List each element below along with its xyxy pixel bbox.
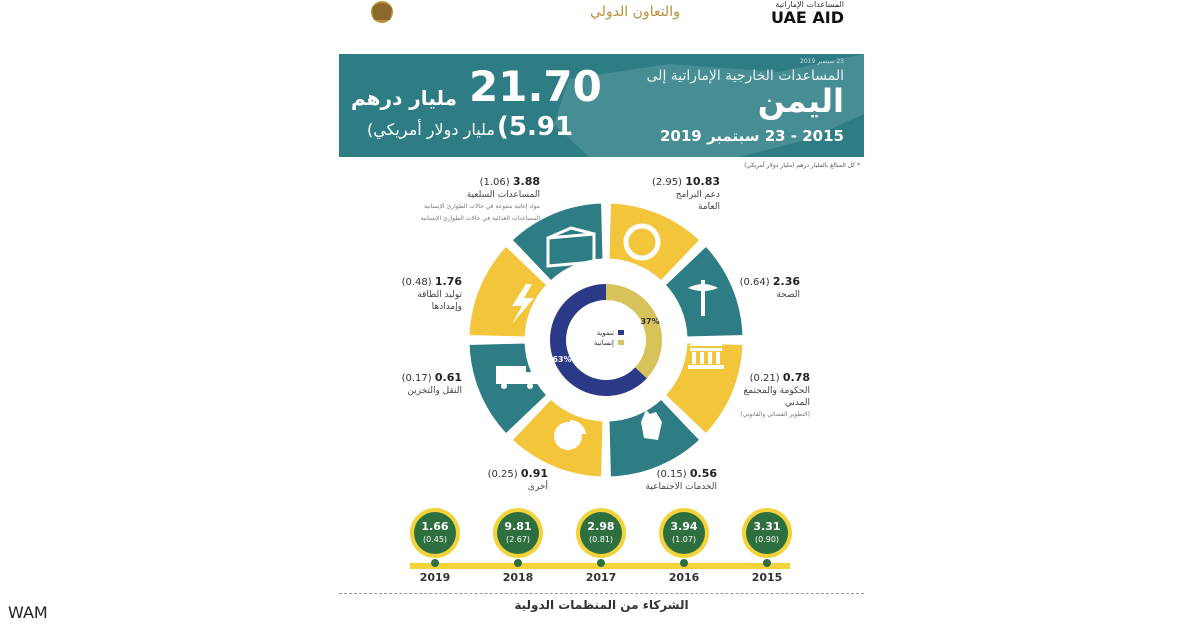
- partners-divider: [339, 593, 864, 594]
- category-value: 2.36: [772, 275, 800, 288]
- timeline-item-2019: [405, 505, 465, 585]
- category-label: الصحة: [776, 290, 800, 300]
- timeline-dot: [763, 559, 771, 567]
- category-usd: (1.06): [479, 177, 510, 188]
- year-value: 1.66: [421, 520, 449, 533]
- legend-swatch-humanitarian: [618, 340, 624, 345]
- category-note: مواد إغاثية متنوعة في حالات الطوارئ الإنسانية: [423, 203, 540, 210]
- category-social: [600, 468, 717, 493]
- yearly-timeline: [395, 505, 815, 585]
- category-note: (التطوير القضائي والقانوني): [740, 411, 810, 418]
- ministry-text: والتعاون الدولي: [590, 4, 680, 20]
- sector-wheel: [466, 200, 746, 480]
- category-label: الخدمات الاجتماعية: [645, 482, 717, 492]
- header-banner: [339, 54, 864, 157]
- category-label: أخرى: [527, 482, 548, 492]
- year-usd: (2.67): [505, 535, 531, 544]
- timeline-dot: [431, 559, 439, 567]
- amount-aed-unit: مليار درهم: [351, 86, 458, 110]
- year-badge: [580, 512, 622, 554]
- timeline-dot: [597, 559, 605, 567]
- banner-title: المساعدات الخارجية الإماراتية إلى: [646, 68, 844, 84]
- category-usd: (0.21): [749, 373, 780, 384]
- banner-period: 2015 - 23 سبتمبر 2019: [660, 127, 844, 145]
- category-value: 10.83: [685, 175, 720, 188]
- year-label: 2016: [668, 571, 700, 584]
- category-programs: [600, 176, 720, 213]
- category-usd: (0.25): [487, 469, 518, 480]
- timeline-dot: [514, 559, 522, 567]
- category-usd: (0.17): [401, 373, 432, 384]
- category-label: المساعدات السلعية: [466, 190, 540, 200]
- legend-label-humanitarian: إنسانية: [593, 339, 614, 347]
- category-label: النقل والتخزين: [407, 386, 462, 396]
- category-usd: (0.48): [401, 277, 432, 288]
- partners-title: الشركاء من المنظمات الدولية: [514, 598, 689, 612]
- category-value: 1.76: [434, 275, 462, 288]
- year-usd: (0.45): [422, 535, 448, 544]
- amounts-note: * كل المبالغ بالمليار درهم (مليار دولار أمريكي): [744, 162, 860, 169]
- ministry-logo: [360, 0, 680, 30]
- category-government: [690, 372, 810, 421]
- wam-watermark: WAM: [8, 603, 48, 622]
- uae-aid-logo: [760, 0, 870, 30]
- donut-label-humanitarian: 37%: [640, 316, 660, 326]
- timeline-dot: [680, 559, 688, 567]
- emblem-icon: [371, 1, 393, 23]
- category-note: المساعدات الغذائية في حالات الطوارئ الإنسانية: [420, 215, 540, 222]
- category-transport: [380, 372, 462, 397]
- category-label: الحكومة والمجتمع المدني: [743, 386, 810, 408]
- year-badge: [497, 512, 539, 554]
- category-commodity: [420, 176, 540, 225]
- donut-label-development: 63%: [552, 355, 572, 365]
- legend-label-development: تنموية: [596, 329, 614, 337]
- year-usd: (0.90): [754, 535, 780, 544]
- year-value: 3.31: [753, 520, 781, 533]
- year-badge: [414, 512, 456, 554]
- year-value: 2.98: [587, 520, 615, 533]
- year-value: 9.81: [504, 520, 532, 533]
- category-other: [470, 468, 548, 493]
- category-usd: (0.64): [739, 277, 770, 288]
- category-energy: [380, 276, 462, 313]
- year-label: 2018: [502, 571, 534, 584]
- amount-usd-unit: مليار دولار أمريكي): [367, 120, 495, 139]
- year-value: 3.94: [670, 520, 698, 533]
- timeline-item-2016: [654, 505, 714, 585]
- category-value: 0.56: [689, 467, 717, 480]
- category-label: توليد الطاقة وإمدادها: [417, 290, 462, 312]
- amount-aed: 21.70: [469, 62, 602, 111]
- banner-country: اليمن: [757, 82, 844, 120]
- banner-date: 23 سبتمبر 2019: [800, 58, 844, 65]
- category-label: دعم البرامج العامة: [675, 190, 720, 212]
- year-label: 2019: [419, 571, 451, 584]
- timeline-item-2018: [488, 505, 548, 585]
- category-health: [690, 276, 800, 301]
- category-value: 3.88: [512, 175, 540, 188]
- category-usd: (2.95): [651, 177, 683, 188]
- category-value: 0.61: [434, 371, 462, 384]
- category-value: 0.91: [520, 467, 548, 480]
- year-badge: [663, 512, 705, 554]
- category-usd: (0.15): [656, 469, 687, 480]
- timeline-item-2015: [737, 505, 797, 585]
- year-usd: (0.81): [588, 535, 614, 544]
- legend-swatch-development: [618, 330, 624, 335]
- year-label: 2015: [751, 571, 783, 584]
- year-badge: [746, 512, 788, 554]
- category-value: 0.78: [782, 371, 810, 384]
- uae-aid-label: UAE AID: [771, 8, 844, 27]
- amount-usd: (5.91: [497, 112, 574, 142]
- timeline-item-2017: [571, 505, 631, 585]
- uae-aid-arabic: المساعدات الإماراتية: [775, 0, 844, 9]
- year-usd: (1.07): [671, 535, 697, 544]
- year-label: 2017: [585, 571, 617, 584]
